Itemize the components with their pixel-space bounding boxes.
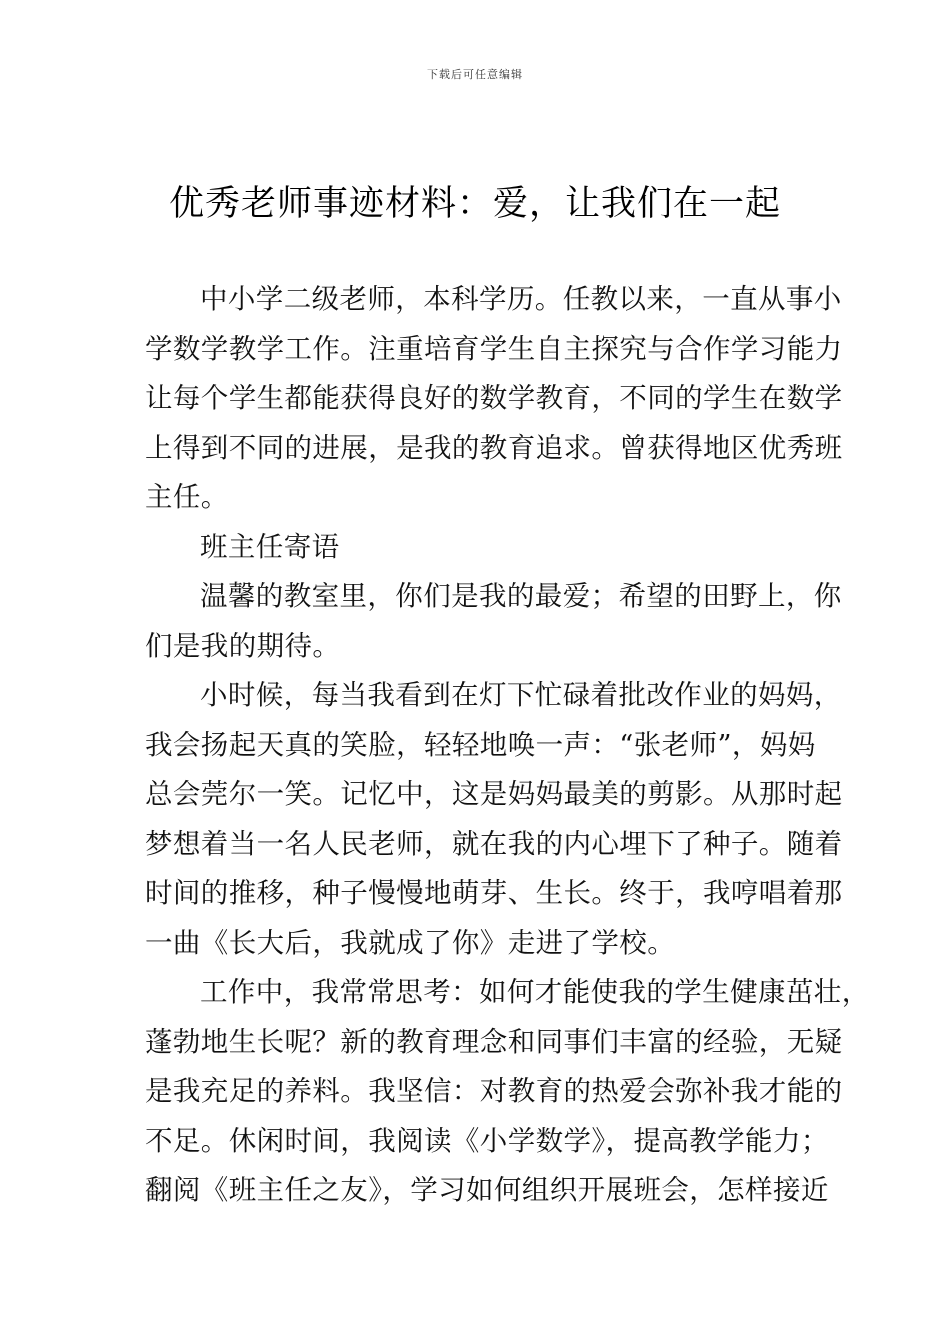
body-line: 上得到不同的进展，是我的教育追求。曾获得地区优秀班 [145, 431, 843, 464]
body-line: 一曲《长大后，我就成了你》走进了学校。 [145, 926, 676, 959]
document-body [145, 275, 870, 1216]
header-note: 下载后可任意编辑 [427, 68, 523, 81]
body-line: 是我充足的养料。我坚信：对教育的热爱会弥补我才能的 [145, 1075, 843, 1107]
body-line: 翻阅《班主任之友》，学习如何组织开展班会，怎样接近 [145, 1174, 829, 1206]
body-line: 不足。休闲时间，我阅读《小学数学》，提高教学能力； [145, 1124, 829, 1157]
body-line: 主任。 [145, 481, 229, 513]
body-line: 总会莞尔一笑。记忆中，这是妈妈最美的剪影。从那时起 [145, 778, 843, 810]
body-line: 学数学教学工作。注重培育学生自主探究与合作学习能力 [145, 332, 843, 365]
body-line: 中小学二级老师，本科学历。任教以来，一直从事小 [200, 283, 842, 315]
body-line: 们是我的期待。 [145, 629, 341, 662]
body-line: 小时候，每当我看到在灯下忙碌着批改作业的妈妈， [200, 679, 842, 711]
body-line: 班主任寄语 [200, 530, 340, 563]
body-line: 时间的推移，种子慢慢地萌芽、生长。终于，我哼唱着那 [145, 877, 843, 909]
document-title: 优秀老师事迹材料：爱，让我们在一起 [168, 184, 781, 224]
body-line: 我会扬起天真的笑脸，轻轻地唤一声：“张老师”，妈妈 [145, 728, 816, 761]
body-line: 温馨的教室里，你们是我的最爱；希望的田野上，你 [200, 580, 842, 612]
body-line: 梦想着当一名人民老师，就在我的内心埋下了种子。随着 [145, 827, 843, 860]
body-line: 工作中，我常常思考：如何才能使我的学生健康茁壮， [200, 976, 870, 1008]
body-line: 蓬勃地生长呢？新的教育理念和同事们丰富的经验，无疑 [145, 1025, 843, 1058]
body-line: 让每个学生都能获得良好的数学教育，不同的学生在数学 [145, 382, 843, 414]
